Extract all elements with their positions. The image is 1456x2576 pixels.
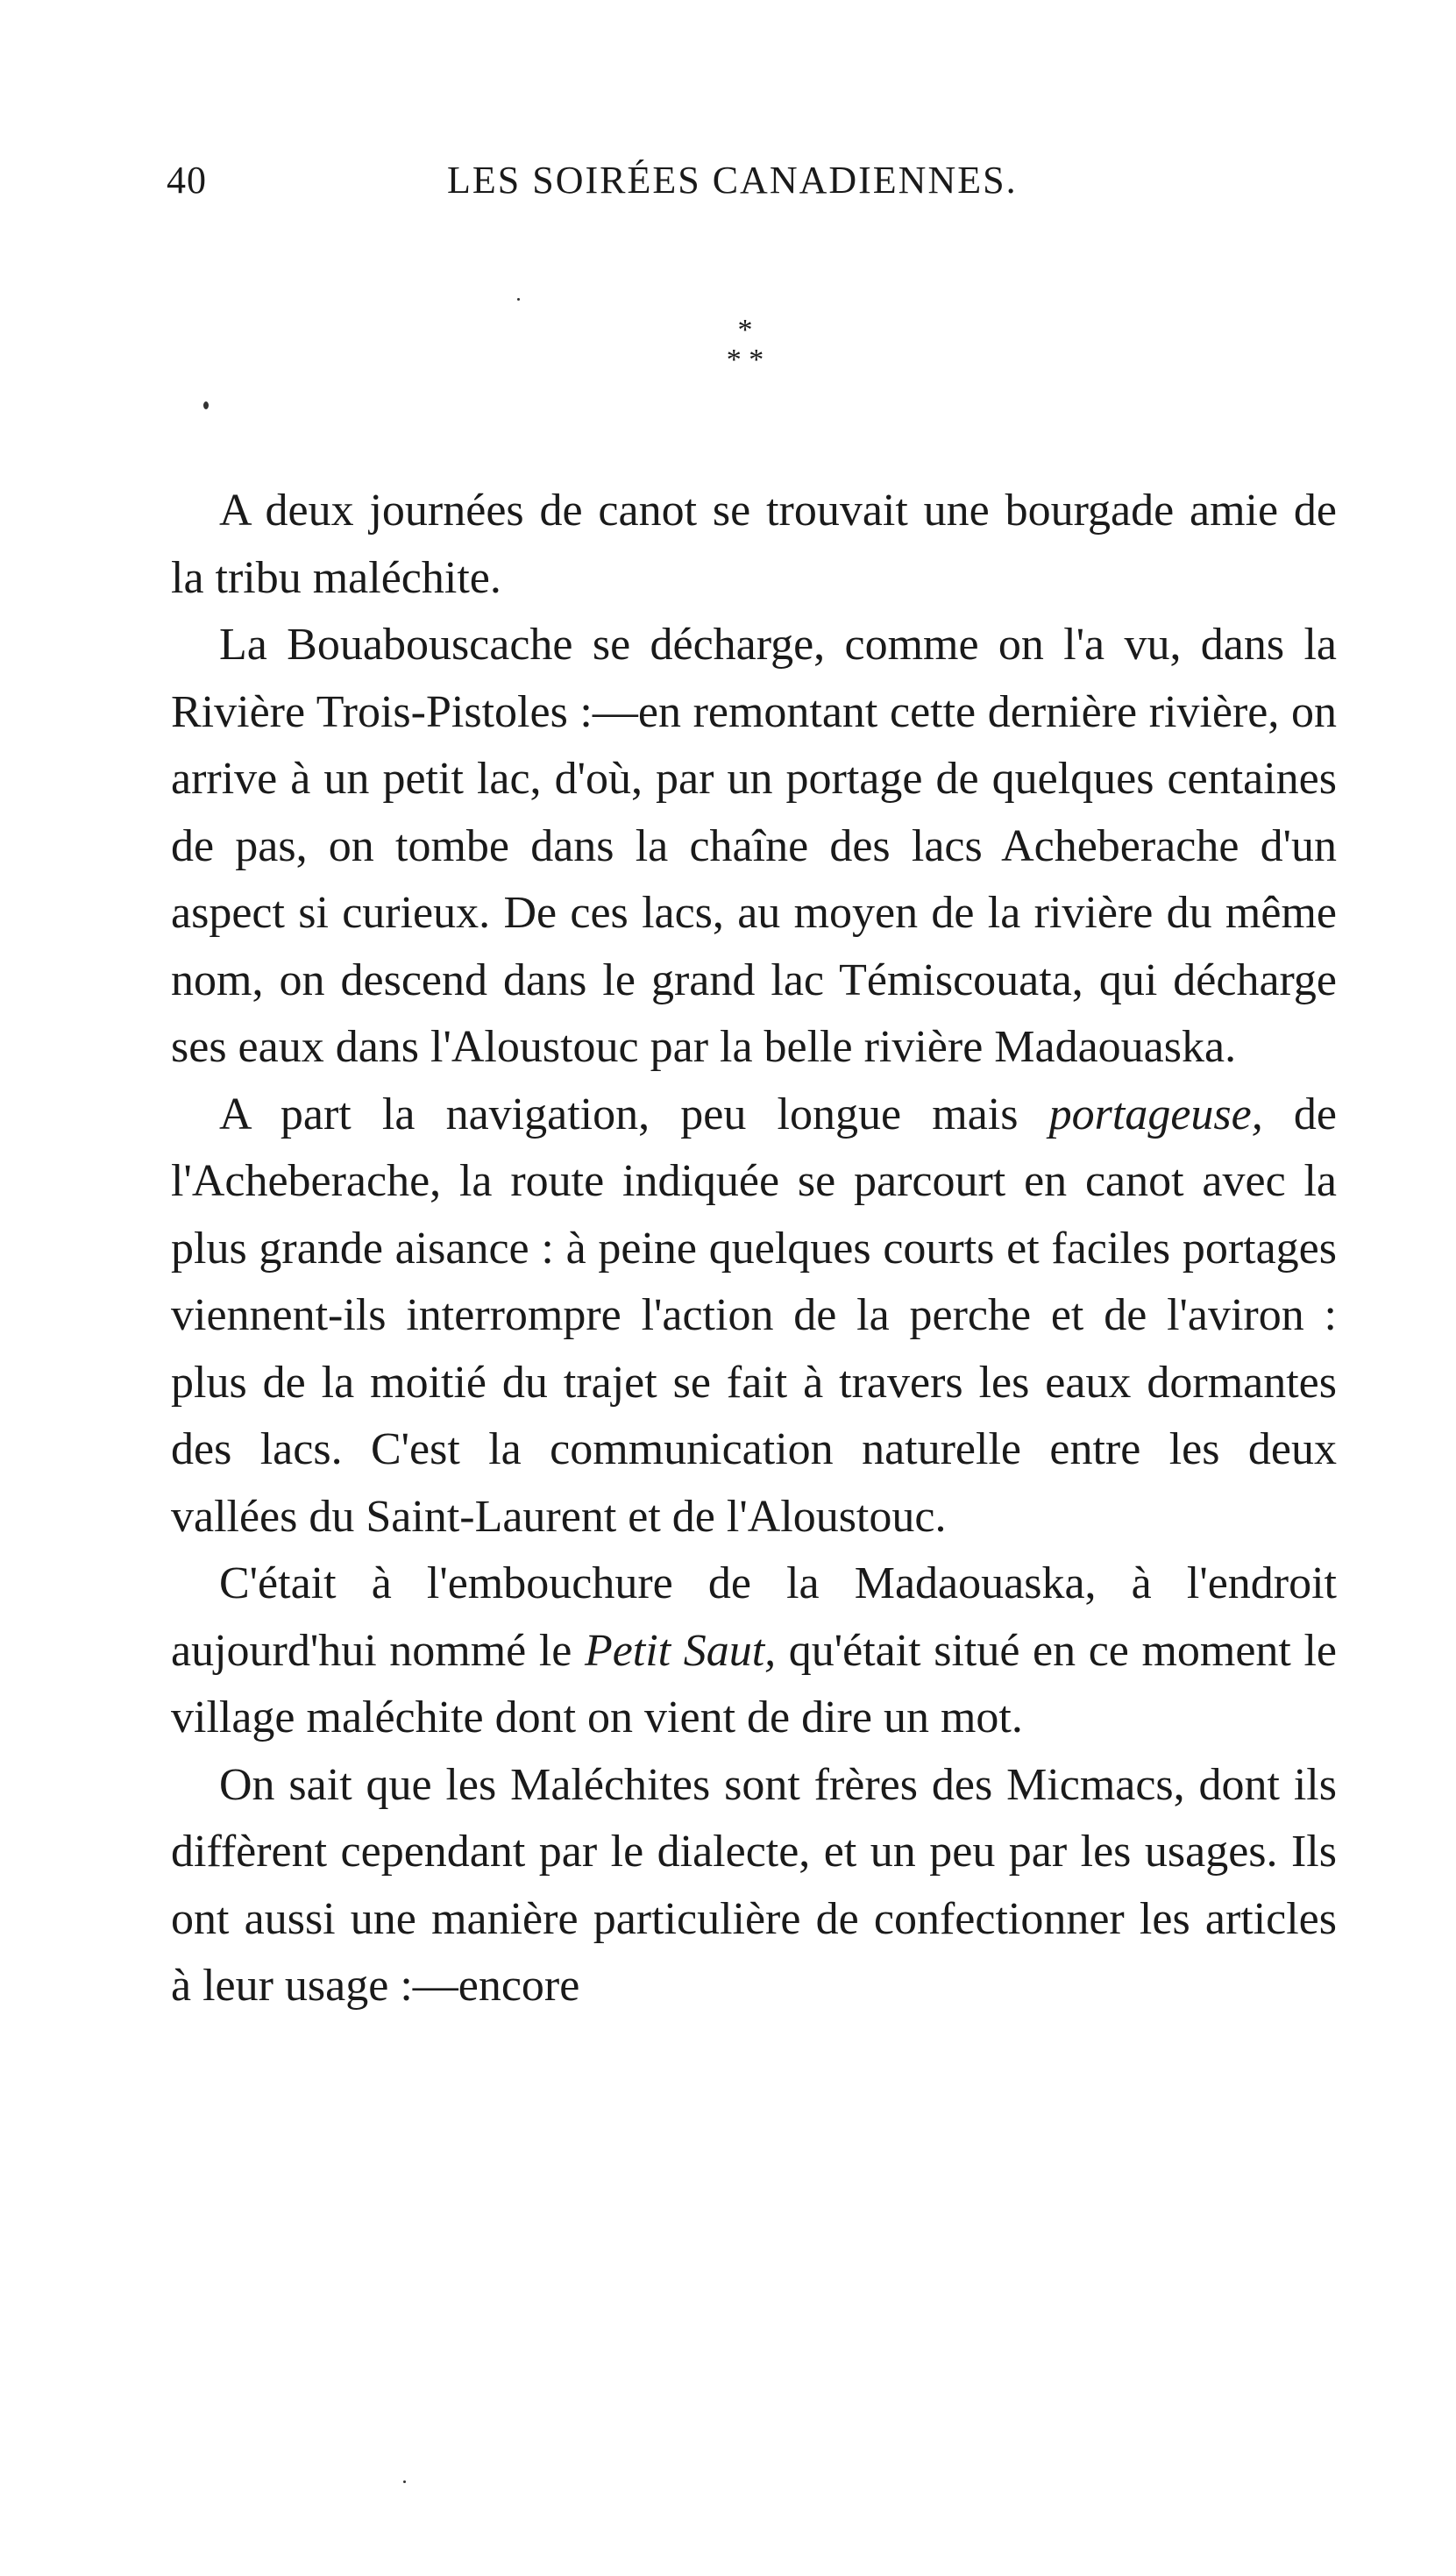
section-break-ornament <box>692 316 798 386</box>
paragraph <box>171 1551 1337 1752</box>
italic-term: portageuse, <box>1048 1089 1263 1139</box>
stray-print-mark <box>517 298 520 301</box>
ornament-bottom-asterisks: * * <box>726 344 764 376</box>
page-number: 40 <box>167 159 207 202</box>
paragraph <box>171 1752 1337 2020</box>
paragraph-text: qu'était situé en ce moment le village maléchite dont on vient de dire un mot. <box>171 1625 1337 1742</box>
paragraph <box>171 478 1337 612</box>
paragraph-text: de l'Acheberache, la route indiquée se parcourt en canot avec la plus grande aisance : à peine quelques courts et faciles portages viennent-ils interrompre l'action de la perche et de l'aviron : plus de la moitié du trajet se fait à travers les eaux dormantes des lacs. C'est la communication naturelle entre les deux vallées du Saint-Laurent et de l'Aloustouc. <box>171 1089 1337 1542</box>
paragraph-text: A deux journées de canot se trouvait une bourgade amie de la tribu maléchite. <box>171 486 1337 603</box>
stray-print-mark <box>203 401 209 409</box>
paragraph <box>171 1082 1337 1551</box>
paragraph-text: On sait que les Maléchites sont frères des Micmacs, dont ils diffèrent cependant par le dialecte, et un peu par les usages. Ils ont aussi une manière particulière de confectionner les articles à leur usage :—encore <box>171 1759 1337 2011</box>
italic-term: Petit Saut, <box>584 1625 777 1676</box>
ornament-top-asterisk: * <box>737 314 753 346</box>
paragraph-text: La Bouabouscache se décharge, comme on l'a vu, dans la Rivière Trois-Pistoles :—en remontant cette dernière rivière, on arrive à un petit lac, d'où, par un portage de quelques centaines de pas, on tombe dans la chaîne des lacs Acheberache d'un aspect si curieux. De ces lacs, au moyen de la rivière du même nom, on descend dans le grand lac Témiscouata, qui décharge ses eaux dans l'Aloustouc par la belle rivière Madaouaska. <box>171 620 1337 1072</box>
running-head <box>167 158 1332 219</box>
stray-print-mark <box>403 2480 406 2483</box>
paragraph-text: A part la navigation, peu longue mais <box>219 1089 1049 1139</box>
paragraph-text: C'était à l'embouchure de la Madaouaska, à l'endroit aujourd'hui nommé le <box>171 1558 1337 1676</box>
body-text <box>171 478 1337 2020</box>
paragraph <box>171 612 1337 1082</box>
running-title: LES SOIRÉES CANADIENNES. <box>447 159 1018 202</box>
